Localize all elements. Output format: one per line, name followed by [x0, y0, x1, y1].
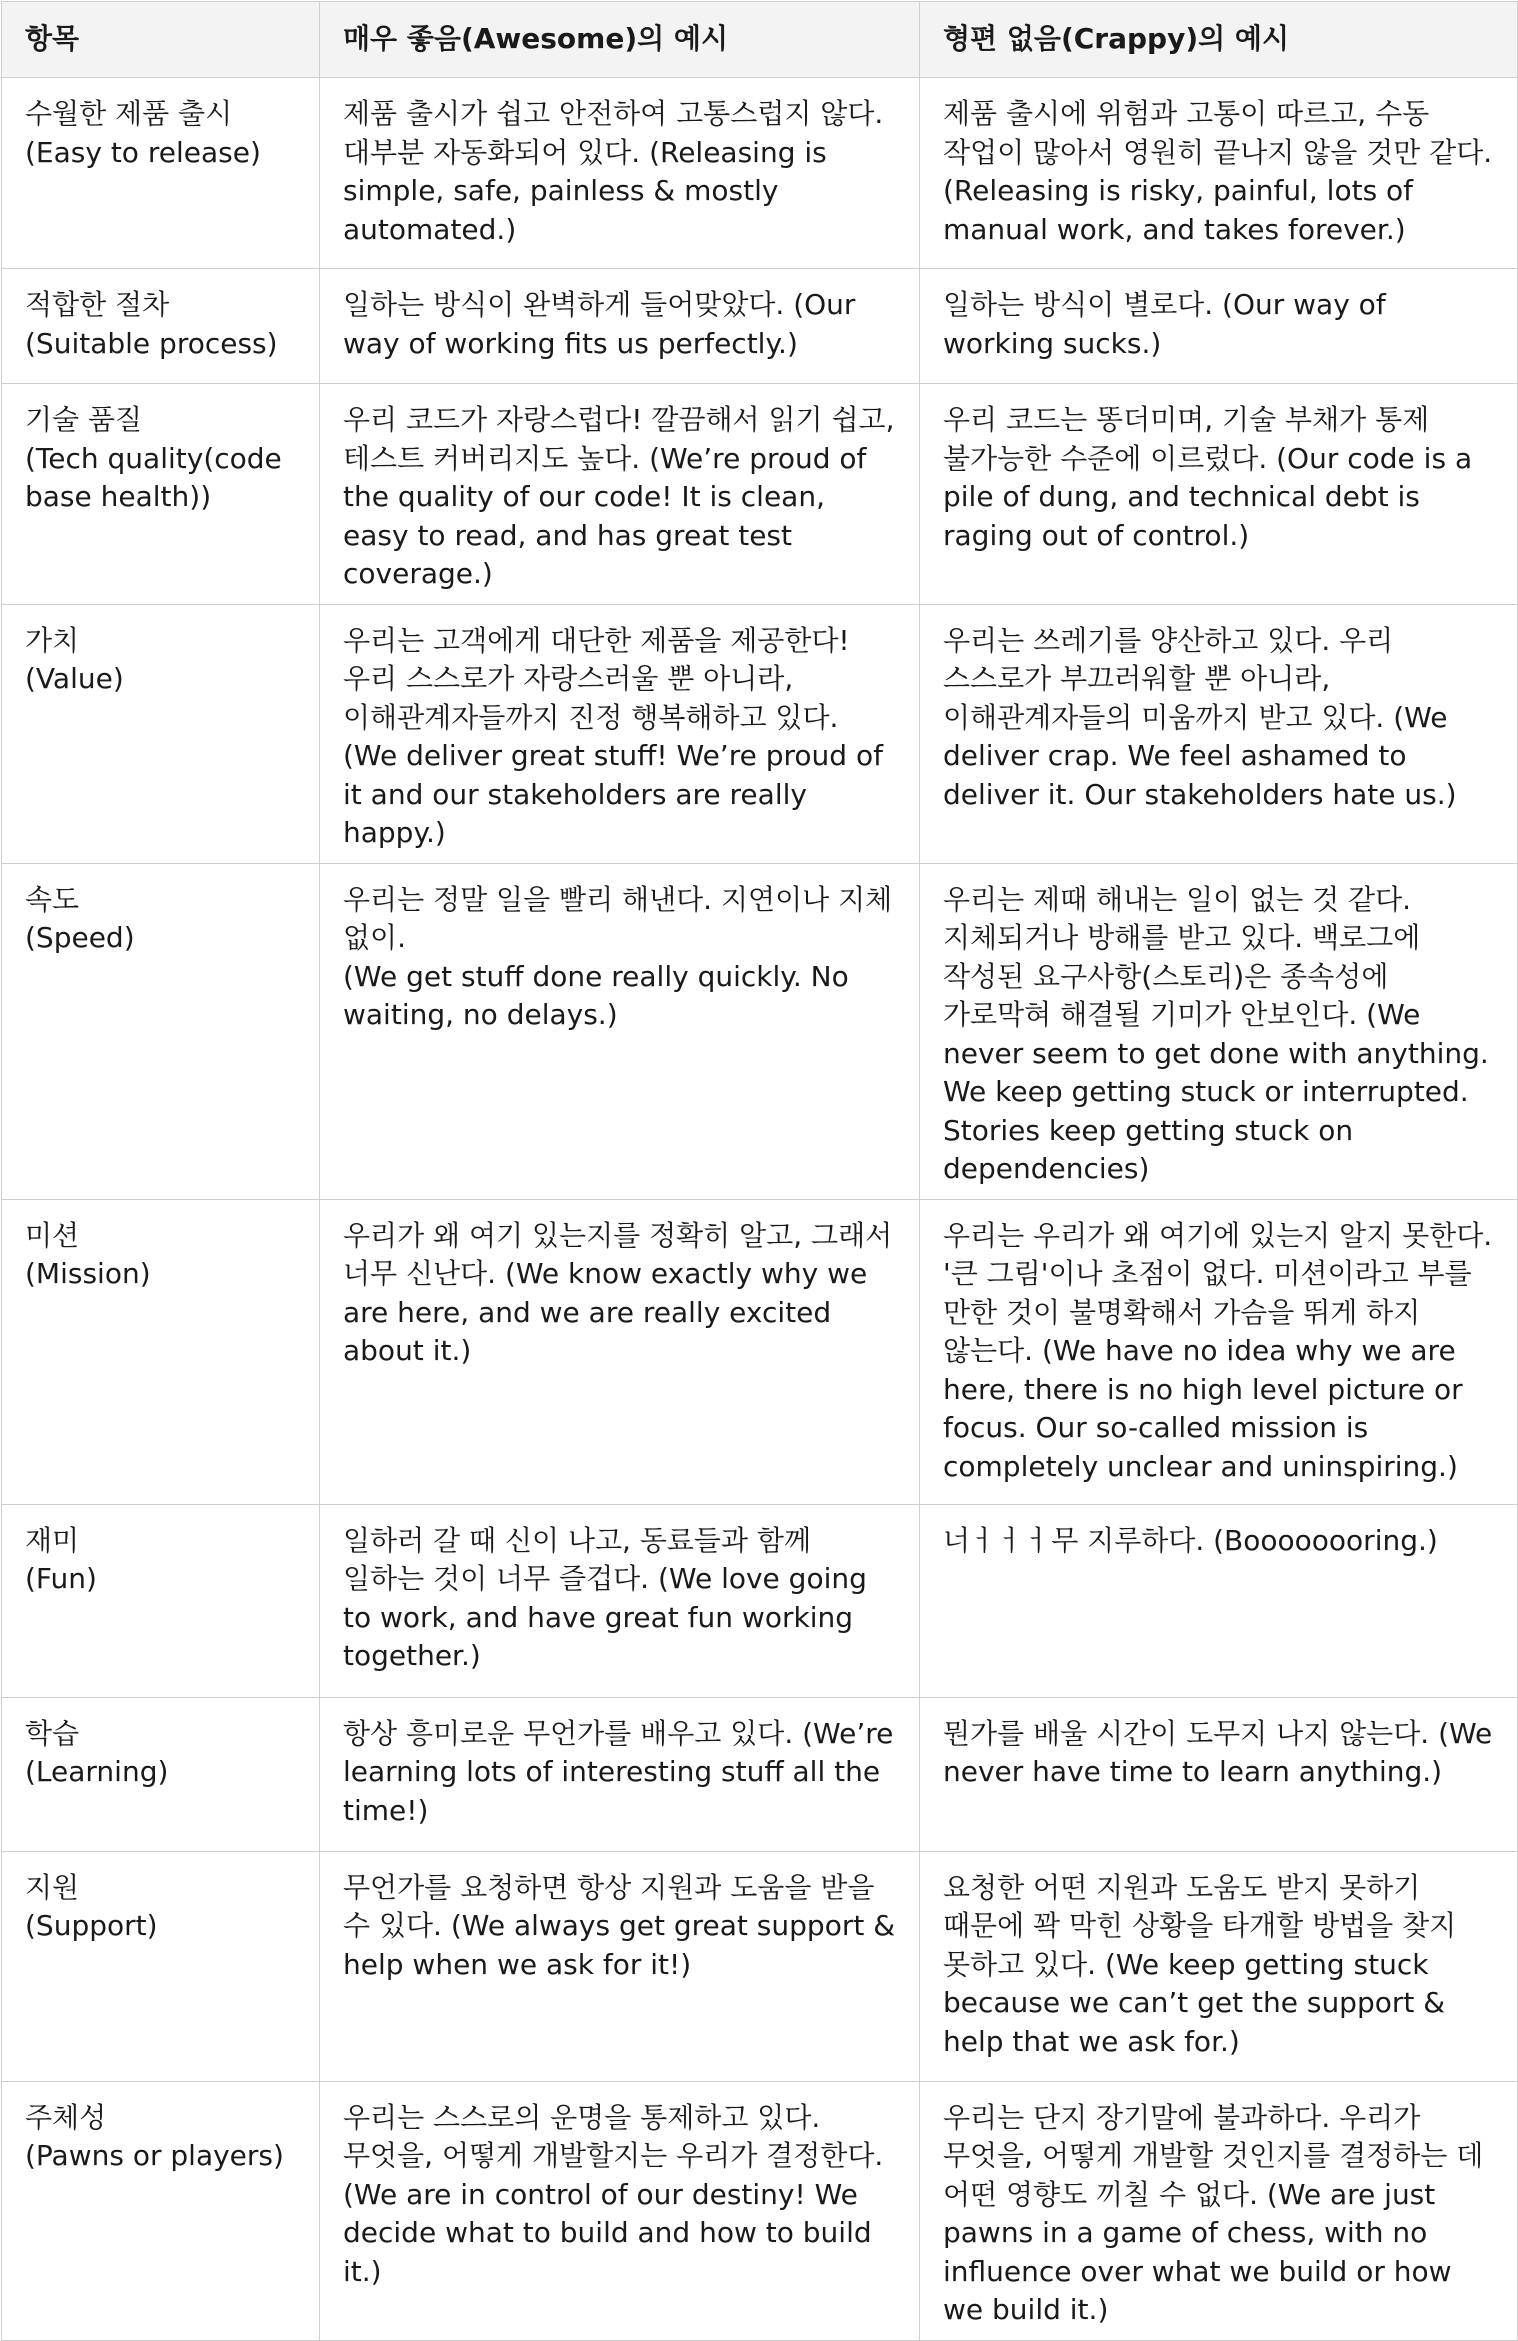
cell-crappy: 우리는 우리가 왜 여기에 있는지 알지 못한다. '큰 그림'이나 초점이 없다. 미션이라고 부를 만한 것이 불명확해서 가슴을 뛰게 하지 않는다. (We have no idea why we are here, there is no high level picture or focus. Our so-called mission is completely unclear and uninspiring.) — [920, 1199, 1518, 1504]
cell-category: 재미 (Fun) — [2, 1504, 320, 1697]
cell-category: 기술 품질 (Tech quality(code base health)) — [2, 384, 320, 605]
cell-awesome: 우리 코드가 자랑스럽다! 깔끔해서 읽기 쉽고, 테스트 커버리지도 높다. (We’re proud of the quality of our code! It is clean, easy to read, and has great test coverage.) — [320, 384, 920, 605]
cell-crappy: 우리는 단지 장기말에 불과하다. 우리가 무엇을, 어떻게 개발할 것인지를 결정하는 데 어떤 영향도 끼칠 수 없다. (We are just pawns in a game of chess, with no influence over what we build or how we build it.) — [920, 2081, 1518, 2340]
cell-awesome: 제품 출시가 쉽고 안전하여 고통스럽지 않다. 대부분 자동화되어 있다. (Releasing is simple, safe, painless & mostly automated.) — [320, 78, 920, 269]
cell-category: 적합한 절차 (Suitable process) — [2, 269, 320, 384]
table-row — [2, 2081, 1518, 2340]
table-row — [2, 1199, 1518, 1504]
table-row — [2, 1697, 1518, 1851]
health-check-table — [1, 1, 1518, 2341]
table-body — [2, 78, 1518, 2341]
table-row — [2, 269, 1518, 384]
cell-awesome: 일하는 방식이 완벽하게 들어맞았다. (Our way of working fits us perfectly.) — [320, 269, 920, 384]
table-row — [2, 384, 1518, 605]
cell-category: 주체성 (Pawns or players) — [2, 2081, 320, 2340]
table-row — [2, 1851, 1518, 2081]
header-crappy: 형편 없음(Crappy)의 예시 — [920, 2, 1518, 78]
cell-awesome: 무언가를 요청하면 항상 지원과 도움을 받을 수 있다. (We always get great support & help when we ask for it!) — [320, 1851, 920, 2081]
cell-category: 미션 (Mission) — [2, 1199, 320, 1504]
cell-crappy: 우리는 쓰레기를 양산하고 있다. 우리 스스로가 부끄러워할 뿐 아니라, 이해관계자들의 미움까지 받고 있다. (We deliver crap. We feel ashamed to deliver it. Our stakeholders hate us.) — [920, 604, 1518, 863]
table-row — [2, 1504, 1518, 1697]
cell-crappy: 뭔가를 배울 시간이 도무지 나지 않는다. (We never have time to learn anything.) — [920, 1697, 1518, 1851]
header-row — [2, 2, 1518, 78]
cell-awesome: 우리가 왜 여기 있는지를 정확히 알고, 그래서 너무 신난다. (We know exactly why we are here, and we are really excited about it.) — [320, 1199, 920, 1504]
cell-awesome: 항상 흥미로운 무언가를 배우고 있다. (We’re learning lots of interesting stuff all the time!) — [320, 1697, 920, 1851]
cell-crappy: 요청한 어떤 지원과 도움도 받지 못하기 때문에 꽉 막힌 상황을 타개할 방법을 찾지 못하고 있다. (We keep getting stuck because we can’t get the support & help that we ask for.) — [920, 1851, 1518, 2081]
table-row — [2, 604, 1518, 863]
cell-awesome: 일하러 갈 때 신이 나고, 동료들과 함께 일하는 것이 너무 즐겁다. (We love going to work, and have great fun working together.) — [320, 1504, 920, 1697]
cell-awesome: 우리는 고객에게 대단한 제품을 제공한다! 우리 스스로가 자랑스러울 뿐 아니라, 이해관계자들까지 진정 행복해하고 있다. (We deliver great stuff! We’re proud of it and our stakeholders are really happy.) — [320, 604, 920, 863]
cell-crappy: 제품 출시에 위험과 고통이 따르고, 수동 작업이 많아서 영원히 끝나지 않을 것만 같다. (Releasing is risky, painful, lots of manual work, and takes forever.) — [920, 78, 1518, 269]
cell-category: 속도 (Speed) — [2, 863, 320, 1199]
table-row — [2, 863, 1518, 1199]
cell-category: 학습 (Learning) — [2, 1697, 320, 1851]
cell-awesome: 우리는 정말 일을 빨리 해낸다. 지연이나 지체 없이. (We get stuff done really quickly. No waiting, no delays.) — [320, 863, 920, 1199]
table-row — [2, 78, 1518, 269]
cell-crappy: 우리 코드는 똥더미며, 기술 부채가 통제 불가능한 수준에 이르렀다. (Our code is a pile of dung, and technical debt is raging out of control.) — [920, 384, 1518, 605]
header-category: 항목 — [2, 2, 320, 78]
cell-crappy: 우리는 제때 해내는 일이 없는 것 같다. 지체되거나 방해를 받고 있다. 백로그에 작성된 요구사항(스토리)은 종속성에 가로막혀 해결될 기미가 안보인다. (We never seem to get done with anything. We keep getting stuck or interrupted. Stories keep getting stuck on dependencies) — [920, 863, 1518, 1199]
header-awesome: 매우 좋음(Awesome)의 예시 — [320, 2, 920, 78]
cell-crappy: 일하는 방식이 별로다. (Our way of working sucks.) — [920, 269, 1518, 384]
cell-awesome: 우리는 스스로의 운명을 통제하고 있다. 무엇을, 어떻게 개발할지는 우리가 결정한다. (We are in control of our destiny! We decide what to build and how to build it.) — [320, 2081, 920, 2340]
cell-category: 수월한 제품 출시 (Easy to release) — [2, 78, 320, 269]
cell-category: 지원 (Support) — [2, 1851, 320, 2081]
cell-crappy: 너ㅓㅓㅓ무 지루하다. (Boooooooring.) — [920, 1504, 1518, 1697]
cell-category: 가치 (Value) — [2, 604, 320, 863]
table-header — [2, 2, 1518, 78]
